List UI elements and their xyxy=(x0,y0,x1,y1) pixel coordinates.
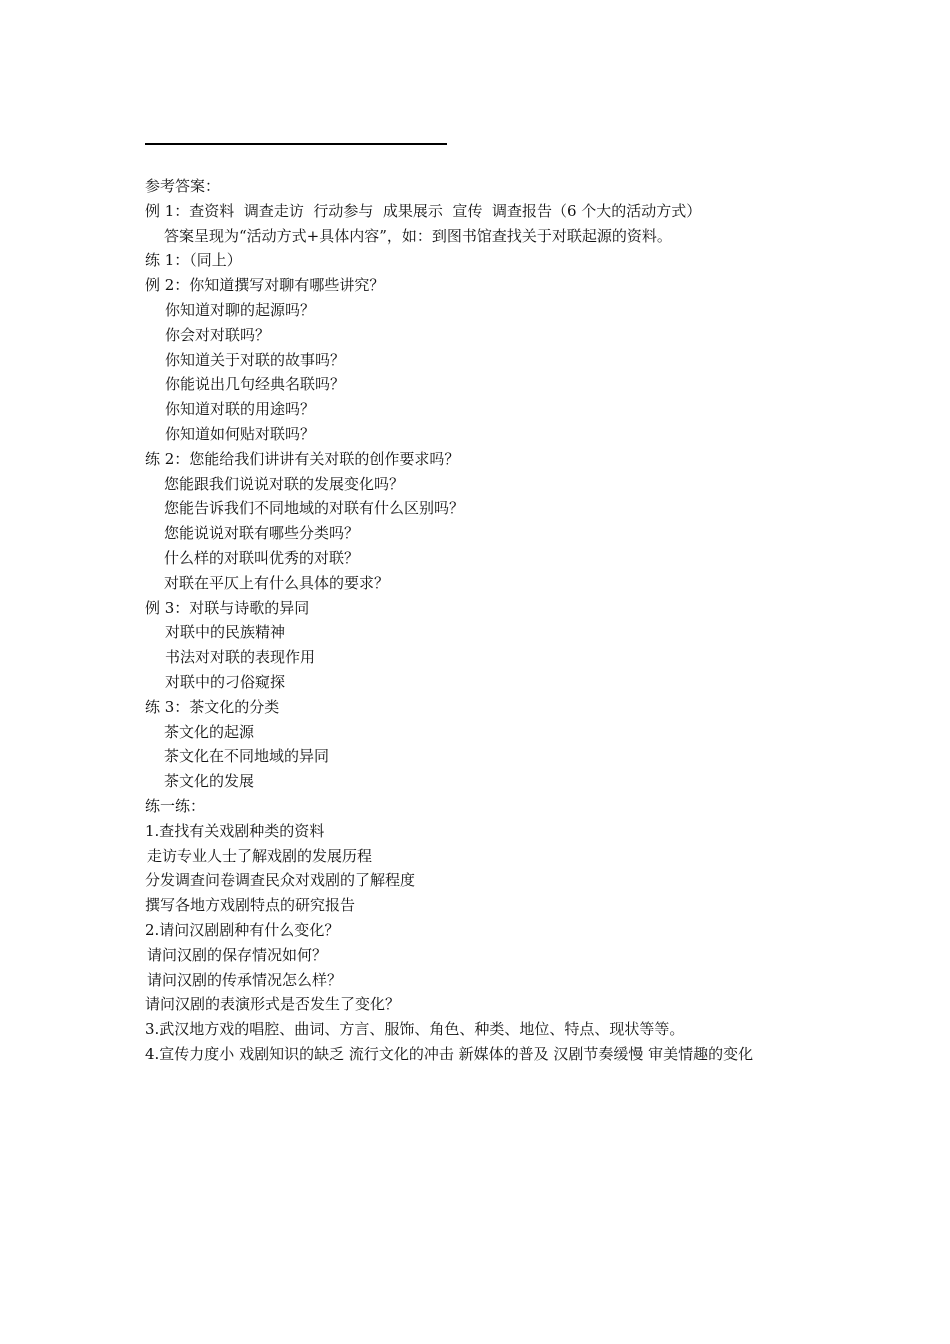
practice-2-item: 对联在平仄上有什么具体的要求？ xyxy=(164,573,390,592)
practice-1: 练 1：（同上） xyxy=(145,251,242,270)
answer-section xyxy=(145,174,835,1067)
separator-line xyxy=(145,143,447,145)
exercise-2-item: 请问汉剧的传承情况怎么样？ xyxy=(147,970,343,989)
exercise-1: 1.查找有关戏剧种类的资料 xyxy=(145,821,325,840)
practice-2-item: 什么样的对联叫优秀的对联？ xyxy=(164,548,360,567)
example-2-item: 你知道关于对联的故事吗？ xyxy=(165,350,346,369)
example-2-item: 你知道如何贴对联吗？ xyxy=(165,424,316,443)
exercise-1-item: 撰写各地方戏剧特点的研究报告 xyxy=(145,896,356,915)
exercise-3: 3.武汉地方戏的唱腔、曲词、方言、服饰、角色、种类、地位、特点、现状等等。 xyxy=(145,1020,685,1039)
example-2: 例 2：你知道撰写对聊有哪些讲究？ xyxy=(145,276,385,295)
exercise-2-item: 请问汉剧的表演形式是否发生了变化？ xyxy=(145,995,401,1014)
practice-3: 练 3：茶文化的分类 xyxy=(145,697,280,716)
practice-3-item: 茶文化的起源 xyxy=(164,722,255,741)
exercise-heading: 练一练： xyxy=(145,796,206,815)
exercise-2: 2.请问汉剧剧种有什么变化？ xyxy=(145,920,340,939)
practice-2-item: 您能跟我们说说对联的发展变化吗？ xyxy=(164,474,405,493)
practice-2: 练 2：您能给我们讲讲有关对联的创作要求吗？ xyxy=(145,449,460,468)
example-2-item: 你知道对聊的起源吗？ xyxy=(165,300,316,319)
practice-2-item: 您能告诉我们不同地域的对联有什么区别吗？ xyxy=(164,499,465,518)
example-2-item: 你知道对联的用途吗？ xyxy=(165,400,316,419)
exercise-2-item: 请问汉剧的保存情况如何？ xyxy=(147,945,328,964)
example-3-item: 对联中的民族精神 xyxy=(165,623,286,642)
example-1-note: 答案呈现为“活动方式+具体内容”，如：到图书馆查找关于对联起源的资料。 xyxy=(164,226,672,245)
example-2-item: 你会对对联吗？ xyxy=(165,325,271,344)
practice-3-item: 茶文化在不同地域的异同 xyxy=(164,747,330,766)
answers-heading: 参考答案： xyxy=(145,177,221,195)
example-2-item: 你能说出几句经典名联吗？ xyxy=(165,375,346,394)
exercise-4: 4.宣传力度小 戏剧知识的缺乏 流行文化的冲击 新媒体的普及 汉剧节奏缓慢 审美情趣的变化 xyxy=(145,1044,754,1063)
example-3: 例 3：对联与诗歌的异同 xyxy=(145,598,310,617)
exercise-1-item: 分发调查问卷调查民众对戏剧的了解程度 xyxy=(145,871,416,890)
practice-3-item: 茶文化的发展 xyxy=(164,772,255,791)
practice-2-item: 您能说说对联有哪些分类吗？ xyxy=(164,524,360,543)
example-1: 例 1：查资料 调查走访 行动参与 成果展示 宣传 调查报告（6 个大的活动方式） xyxy=(145,201,702,220)
exercise-1-item: 走访专业人士了解戏剧的发展历程 xyxy=(147,846,373,865)
example-3-item: 对联中的刁俗窥探 xyxy=(165,672,286,691)
example-3-item: 书法对对联的表现作用 xyxy=(165,648,316,667)
